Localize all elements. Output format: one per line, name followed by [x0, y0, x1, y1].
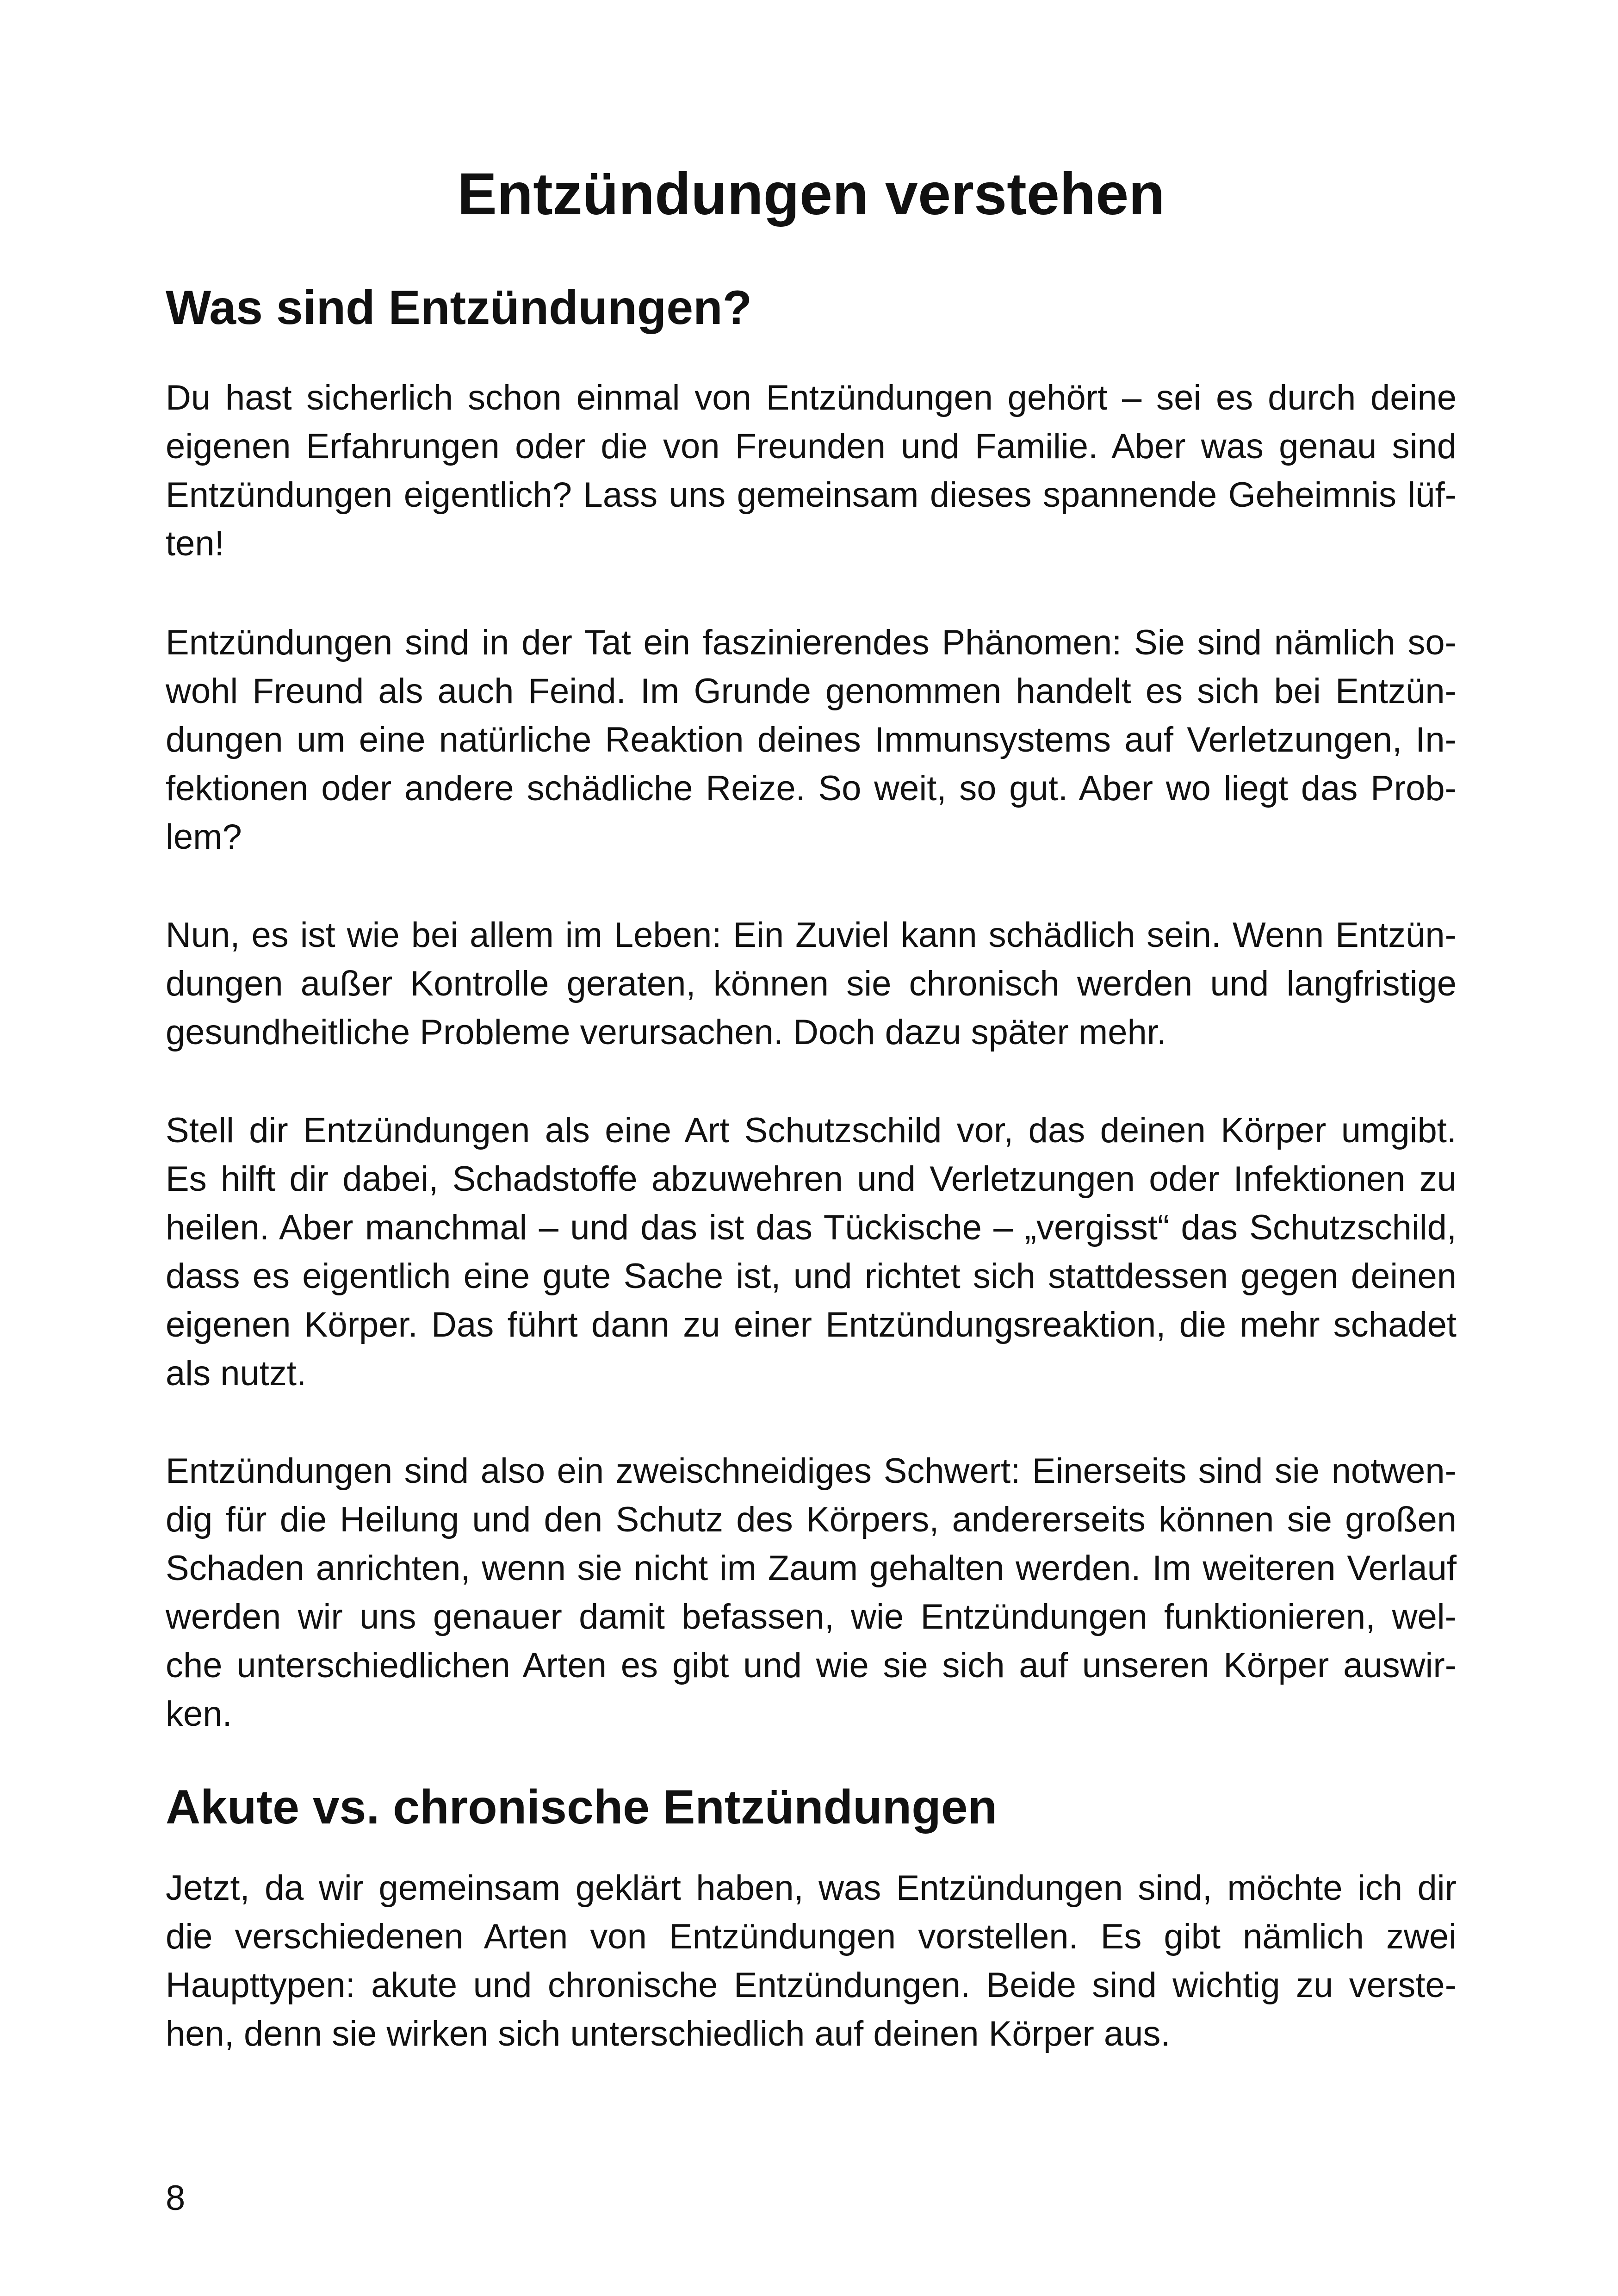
text-line: Du hast sicherlich schon einmal von Entzündungen gehört – sei es durch deine	[166, 378, 1457, 417]
page-title: Entzündungen verstehen	[457, 161, 1165, 227]
text-line: Entzündungen sind also ein zweischneidiges Schwert: Einerseits sind sie notwen-	[166, 1451, 1457, 1491]
paragraph-intro	[166, 373, 1457, 568]
text-line: gesundheitliche Probleme verursachen. Doch dazu später mehr.	[166, 1013, 1166, 1052]
text-line: Es hilft dir dabei, Schadstoffe abzuwehren und Verletzungen oder Infektionen zu	[166, 1159, 1457, 1199]
text-line: fektionen oder andere schädliche Reize. So weit, so gut. Aber wo liegt das Prob-	[166, 769, 1457, 808]
text-line: dungen um eine natürliche Reaktion deines Immunsystems auf Verletzungen, In-	[166, 720, 1457, 759]
text-line: dig für die Heilung und den Schutz des Körpers, andererseits können sie großen	[166, 1500, 1457, 1539]
text-line: ken.	[166, 1694, 232, 1734]
paragraph-zuviel	[166, 911, 1457, 1057]
text-line: ten!	[166, 524, 224, 563]
section-heading-akute-vs-chronische: Akute vs. chronische Entzündungen	[166, 1780, 998, 1834]
paragraph-schwert	[166, 1447, 1457, 1738]
text-line: die verschiedenen Arten von Entzündungen vorstellen. Es gibt nämlich zwei	[166, 1917, 1457, 1956]
text-line: Stell dir Entzündungen als eine Art Schutzschild vor, das deinen Körper umgibt.	[166, 1111, 1457, 1150]
text-line: eigenen Körper. Das führt dann zu einer Entzündungsreaktion, die mehr schadet	[166, 1305, 1457, 1344]
text-line: heilen. Aber manchmal – und das ist das Tückische – „vergisst“ das Schutzschild,	[166, 1208, 1457, 1247]
text-line: lem?	[166, 817, 242, 857]
text-line: Schaden anrichten, wenn sie nicht im Zaum gehalten werden. Im weiteren Verlauf	[166, 1549, 1457, 1588]
text-line: Entzündungen sind in der Tat ein faszinierendes Phänomen: Sie sind nämlich so-	[166, 623, 1457, 662]
page-number: 8	[166, 2178, 186, 2218]
paragraph-arten	[166, 1864, 1457, 2058]
document-page	[166, 0, 1457, 2296]
paragraph-phaenomen	[166, 618, 1457, 861]
section-heading-was-sind-entzuendungen: Was sind Entzündungen?	[166, 281, 752, 335]
text-line: Nun, es ist wie bei allem im Leben: Ein Zuviel kann schädlich sein. Wenn Entzün-	[166, 915, 1457, 955]
text-line: Haupttypen: akute und chronische Entzündungen. Beide sind wichtig zu verste-	[166, 1966, 1457, 2005]
text-line: eigenen Erfahrungen oder die von Freunden und Familie. Aber was genau sind	[166, 427, 1457, 466]
text-line: werden wir uns genauer damit befassen, wie Entzündungen funktionieren, wel-	[166, 1597, 1457, 1636]
text-line: Jetzt, da wir gemeinsam geklärt haben, was Entzündungen sind, möchte ich dir	[166, 1868, 1457, 1908]
paragraph-schutzschild	[166, 1106, 1457, 1398]
text-line: dungen außer Kontrolle geraten, können sie chronisch werden und langfristige	[166, 964, 1457, 1003]
text-line: wohl Freund als auch Feind. Im Grunde genommen handelt es sich bei Entzün-	[166, 672, 1457, 711]
text-line: dass es eigentlich eine gute Sache ist, und richtet sich stattdessen gegen deinen	[166, 1257, 1457, 1296]
text-line: als nutzt.	[166, 1354, 307, 1393]
text-line: hen, denn sie wirken sich unterschiedlich auf deinen Körper aus.	[166, 2014, 1171, 2053]
text-line: che unterschiedlichen Arten es gibt und wie sie sich auf unseren Körper auswir-	[166, 1646, 1457, 1685]
text-line: Entzündungen eigentlich? Lass uns gemeinsam dieses spannende Geheimnis lüf-	[166, 475, 1457, 515]
